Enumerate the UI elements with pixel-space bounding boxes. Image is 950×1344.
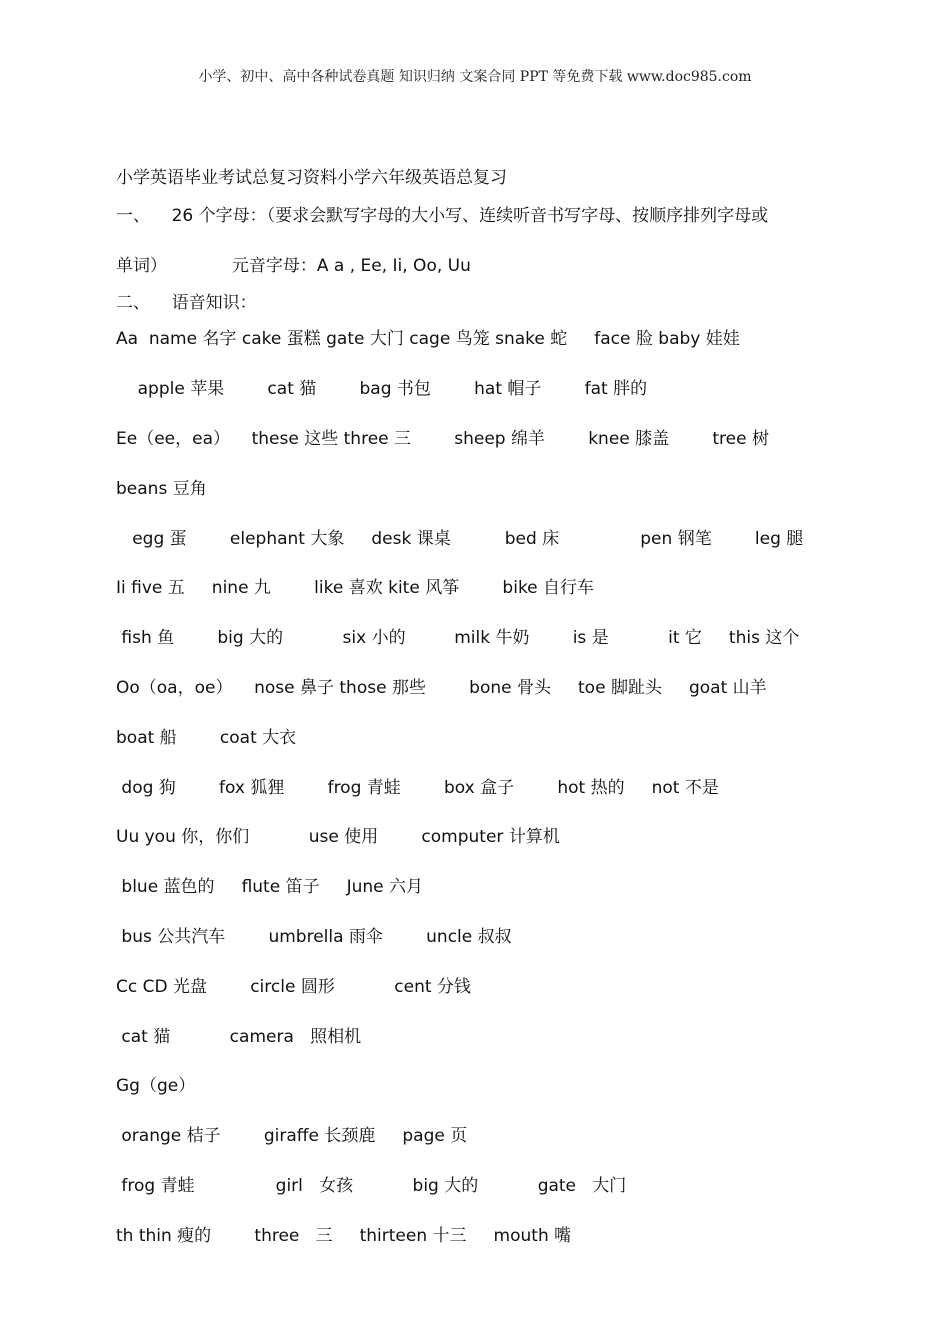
phonics-line-short-i: fish 鱼 big 大的 six 小的 milk 牛奶 is 是 it 它 this 这个 [116,628,800,648]
section1-line1: 一、 26 个字母：（要求会默写字母的大小写、连续听音书写字母、按顺序排列字母或 [116,206,769,226]
phonics-line-oo-cont: boat 船 coat 大衣 [116,728,297,748]
phonics-line-ee-cont: beans 豆角 [116,479,207,499]
section2-heading: 二、 语音知识： [116,293,257,313]
phonics-line-short-u: bus 公共汽车 umbrella 雨伞 uncle 叔叔 [116,927,512,947]
section1-line2: 单词） 元音字母：A a , Ee, Ii, Oo, Uu [116,256,471,276]
phonics-line-short-e: egg 蛋 elephant 大象 desk 课桌 bed 床 pen 钢笔 leg 腿 [116,529,804,549]
page-header-banner: 小学、初中、高中各种试卷真题 知识归纳 文案合同 PPT 等免费下载 www.doc985.com [198,69,752,85]
phonics-line-ee: Ee（ee，ea） these 这些 three 三 sheep 绵羊 knee 膝盖 tree 树 [116,429,769,449]
phonics-line-cc-2: cat 猫 camera 照相机 [116,1027,362,1047]
phonics-line-uu-2: blue 蓝色的 flute 笛子 June 六月 [116,877,424,897]
phonics-line-gg-soft: orange 桔子 giraffe 长颈鹿 page 页 [116,1126,468,1146]
phonics-line-gg-hard: frog 青蛙 girl 女孩 big 大的 gate 大门 [116,1176,627,1196]
phonics-line-gg: Gg（ge） [116,1076,196,1096]
phonics-line-cc: Cc CD 光盘 circle 圆形 cent 分钱 [116,977,471,997]
document-title: 小学英语毕业考试总复习资料小学六年级英语总复习 [116,168,507,188]
phonics-line-ii: Ii five 五 nine 九 like 喜欢 kite 风筝 bike 自行车 [116,578,595,598]
phonics-line-uu: Uu you 你，你们 use 使用 computer 计算机 [116,827,560,847]
phonics-line-aa: Aa name 名字 cake 蛋糕 gate 大门 cage 鸟笼 snake 蛇 face 脸 baby 娃娃 [116,329,740,349]
phonics-line-th: th thin 瘦的 three 三 thirteen 十三 mouth 嘴 [116,1226,572,1246]
phonics-line-oo: Oo（oa，oe） nose 鼻子 those 那些 bone 骨头 toe 脚趾头 goat 山羊 [116,678,767,698]
phonics-line-short-o: dog 狗 fox 狐狸 frog 青蛙 box 盒子 hot 热的 not 不是 [116,778,719,798]
phonics-line-short-a: apple 苹果 cat 猫 bag 书包 hat 帽子 fat 胖的 [116,379,648,399]
